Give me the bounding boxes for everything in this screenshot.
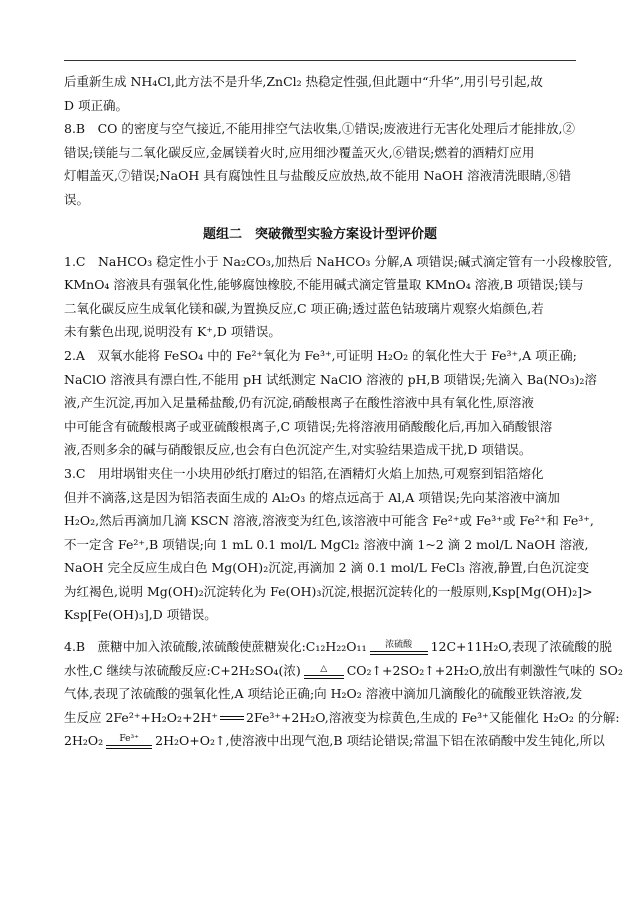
section-title: 题组二 突破微型实验方案设计型评价题 xyxy=(202,226,437,242)
equals-sign xyxy=(220,716,244,720)
text-line xyxy=(64,659,623,683)
catalyst-condition-arrow xyxy=(106,734,152,749)
text-line: NaClO 溶液具有漂白性,不能用 pH 试纸测定 NaClO 溶液的 pH,B 项错误;先滴入 Ba(NO₃)₂溶 xyxy=(64,371,597,387)
answer-2: 2.A 双氧水能将 FeSO₄ 中的 Fe²⁺氧化为 Fe³⁺,可证明 H₂O₂ 的氧化性大于 Fe³⁺,A 项正确; xyxy=(64,347,577,363)
text-line: 液,产生沉淀,再加入足量稀盐酸,仍有沉淀,硝酸根离子在酸性溶液中具有氧化性,原溶液 xyxy=(64,395,534,411)
text-line xyxy=(64,729,605,753)
answer-page xyxy=(64,70,623,753)
answer-1: 1.C NaHCO₃ 稳定性小于 Na₂CO₃,加热后 NaHCO₃ 分解,A 项错误;碱式滴定管有一小段橡胶管, xyxy=(64,253,612,269)
text-line: H₂O₂,然后再滴加几滴 KSCN 溶液,溶液变为红色,该溶液中可能含 Fe²⁺或 Fe³⁺或 Fe²⁺和 Fe³⁺, xyxy=(64,513,594,529)
condition-label: 浓硫酸 xyxy=(385,640,413,651)
condition-label: △ xyxy=(320,663,328,674)
text-line: 后重新生成 NH₄Cl,此方法不是升华,ZnCl₂ 热稳定性强,但此题中“升华”,用引号引起,故 xyxy=(64,74,543,89)
reaction-condition-arrow xyxy=(370,640,428,655)
text-line: 误。 xyxy=(64,191,90,207)
text-line: 二氧化碳反应生成氧化镁和碳,为置换反应,C 项正确;透过蓝色钴玻璃片观察火焰颜色,若 xyxy=(64,300,544,316)
text-line: 灯帽盖灭,⑦错误;NaOH 具有腐蚀性且与盐酸反应放热,故不能用 NaOH 溶液清洗眼睛,⑧错 xyxy=(64,168,572,184)
text-line xyxy=(64,706,620,730)
equation-lhs: 2H₂O₂ xyxy=(64,733,104,749)
header-rule xyxy=(64,60,576,61)
answer-8: 8.B CO 的密度与空气接近,不能用排空气法收集,①错误;废液进行无害化处理后才能排放,② xyxy=(64,121,576,137)
answer-4 xyxy=(64,635,612,659)
equation-rhs: 2H₂O+O₂↑,使溶液中出现气泡,B 项结论错误;常温下铝在浓硝酸中发生钝化,所以 xyxy=(155,733,605,749)
equation-rhs: CO₂↑+2SO₂↑+2H₂O,放出有刺激性气味的 SO₂ xyxy=(346,662,623,678)
equation-lhs: 水性,C 继续与浓硫酸反应:C+2H₂SO₄(浓) xyxy=(64,662,301,678)
text-line: 气体,表现了浓硫酸的强氧化性,A 项结论正确;向 H₂O₂ 溶液中滴加几滴酸化的硫酸亚铁溶液,发 xyxy=(64,686,583,702)
heat-condition-arrow xyxy=(304,664,344,679)
text-line: D 项正确。 xyxy=(64,97,128,113)
text-line: 未有紫色出现,说明没有 K⁺,D 项错误。 xyxy=(64,324,281,340)
condition-label: Fe³⁺ xyxy=(119,734,139,745)
text-line: Ksp[Fe(OH)₃],D 项错误。 xyxy=(64,607,217,623)
text-line: 中可能含有硫酸根离子或亚硫酸根离子,C 项错误;先将溶液用硝酸酸化后,再加入硝酸银溶 xyxy=(64,418,553,434)
equation-rhs: 2Fe³⁺+2H₂O,溶液变为棕黄色,生成的 Fe³⁺又能催化 H₂O₂ 的分解: xyxy=(246,709,620,725)
text-line: 为红褐色,说明 Mg(OH)₂沉淀转化为 Fe(OH)₃沉淀,根据沉淀转化的一般原则,Ksp[Mg(OH)₂]> xyxy=(64,583,593,599)
text-line: NaOH 完全反应生成白色 Mg(OH)₂沉淀,再滴加 2 滴 0.1 mol/L FeCl₃ 溶液,静置,白色沉淀变 xyxy=(64,560,590,576)
text-line: 但并不滴落,这是因为铝箔表面生成的 Al₂O₃ 的熔点远高于 Al,A 项错误;先向某溶液中滴加 xyxy=(64,489,560,505)
answer-3: 3.C 用坩埚钳夹住一小块用砂纸打磨过的铝箔,在酒精灯火焰上加热,可观察到铝箔熔化 xyxy=(64,465,544,481)
equation-lhs: 4.B 蔗糖中加入浓硫酸,浓硫酸使蔗糖炭化:C₁₂H₂₂O₁₁ xyxy=(64,639,367,655)
equation-lhs: 生反应 2Fe²⁺+H₂O₂+2H⁺ xyxy=(64,709,218,725)
text-line: KMnO₄ 溶液具有强氧化性,能够腐蚀橡胶,不能用碱式滴定管量取 KMnO₄ 溶液,B 项错误;镁与 xyxy=(64,277,584,293)
text-line: 液,否则多余的碱与硝酸银反应,也会有白色沉淀产生,对实验结果造成干扰,D 项错误。 xyxy=(64,442,532,458)
text-line: 错误;镁能与二氧化碳反应,金属镁着火时,应用细沙覆盖灭火,⑥错误;燃着的酒精灯应用 xyxy=(64,144,535,160)
text-line: 不一定含 Fe²⁺,B 项错误;向 1 mL 0.1 mol/L MgCl₂ 溶液中滴 1~2 滴 2 mol/L NaOH 溶液, xyxy=(64,536,589,552)
equation-rhs: 12C+11H₂O,表现了浓硫酸的脱 xyxy=(430,639,612,655)
